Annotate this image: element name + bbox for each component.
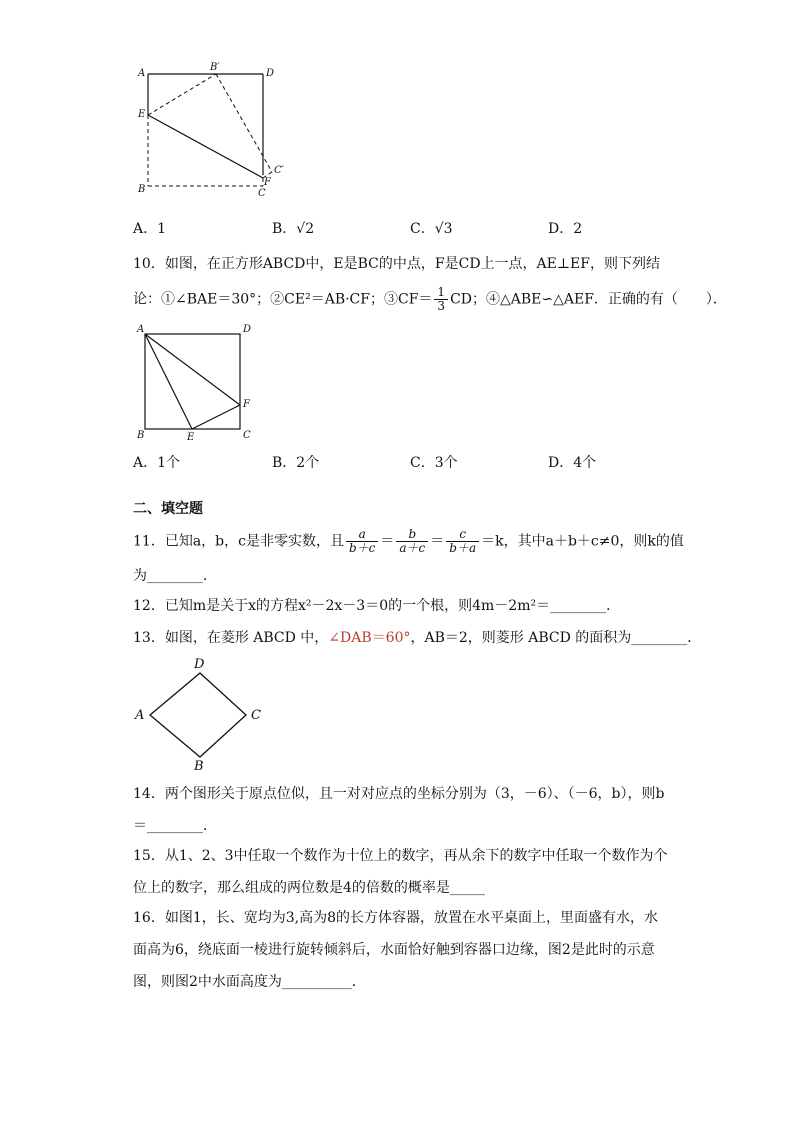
q10-label-e: E (187, 432, 195, 443)
q16-line1: 16．如图1，长、宽均为3,高为8的长方体容器，放置在水平桌面上，里面盛有水，水 (133, 910, 658, 926)
q12-line: 12．已知m是关于x的方程x²－2x－3＝0的一个根，则4m－2m²＝________． (133, 598, 621, 614)
q9-label-e: E (138, 109, 146, 120)
q11-line1: 11．已知a，b，c是非零实数，且 $\frac{a}{b+c}$ ＝ $\frac{b}{a+c}$ ＝ $\frac{c}{b+a}$ ＝k，其中a＋b＋c≠0，则k的值 (133, 527, 684, 555)
q10-label-d: D (243, 324, 252, 335)
q10-line2: 论：①∠BAE＝30°；②CE²＝AB·CF；③CF＝ $\frac{1}{3}$ CD；④△ABE∽△AEF．正确的有（ ）． (133, 285, 727, 313)
q10-option-a[interactable]: A．1个 (133, 455, 181, 471)
q9-label-f: F (264, 177, 271, 188)
q10-label-b: B (137, 430, 145, 441)
q16-line2: 面高为6，绕底面一棱进行旋转倾斜后，水面恰好触到容器口边缘，图2是此时的示意 (133, 942, 655, 958)
q13-label-a: A (135, 708, 145, 723)
q9-label-a: A (138, 68, 146, 79)
q10-line1: 10．如图，在正方形ABCD中，E是BC的中点，F是CD上一点，AE⊥EF，则下列结 (133, 256, 660, 272)
q9-label-b: B (138, 184, 146, 195)
q10-option-c[interactable]: C．3个 (410, 455, 458, 471)
q9-label-bprime: B′ (210, 62, 220, 73)
q15-line1: 15．从1、2、3中任取一个数作为十位上的数字，再从余下的数字中任取一个数作为个 (133, 848, 668, 864)
q9-option-d[interactable]: D．2 (548, 221, 583, 237)
section-title: 二、填空题 (133, 501, 203, 517)
q9-option-c[interactable]: C．√3 (410, 221, 453, 237)
q14-line2: ＝________． (133, 818, 217, 834)
q10-label-a: A (137, 324, 145, 335)
q13-line: 13．如图，在菱形 ABCD 中，∠DAB＝60°，AB＝2，则菱形 ABCD 的面积为________． (133, 630, 702, 646)
q15-line2: 位上的数字，那么组成的两位数是4的倍数的概率是_____ (133, 880, 485, 896)
q9-option-a[interactable]: A．1 (133, 221, 167, 237)
q13-label-b: B (194, 759, 204, 774)
q13-rhombus (150, 673, 246, 757)
q10-label-c: C (243, 430, 251, 441)
q9-label-c: C (258, 188, 266, 199)
q10-fraction: $\frac{1}{3}$ (434, 286, 448, 313)
q9-label-cprime: C′ (274, 165, 284, 176)
q10-label-f: F (243, 399, 250, 410)
q9-label-d: D (266, 68, 275, 79)
q16-line3: 图，则图2中水面高度为__________． (133, 974, 366, 990)
q9-option-b[interactable]: B．√2 (272, 221, 315, 237)
q14-line1: 14．两个图形关于原点位似，且一对对应点的坐标分别为（3，－6）、（－6，b），则b (133, 786, 665, 802)
q13-label-d: D (194, 657, 205, 672)
q10-option-b[interactable]: B．2个 (272, 455, 320, 471)
q11-line2: 为________． (133, 568, 217, 584)
q10-option-d[interactable]: D．4个 (548, 455, 597, 471)
q13-label-c: C (251, 708, 261, 723)
